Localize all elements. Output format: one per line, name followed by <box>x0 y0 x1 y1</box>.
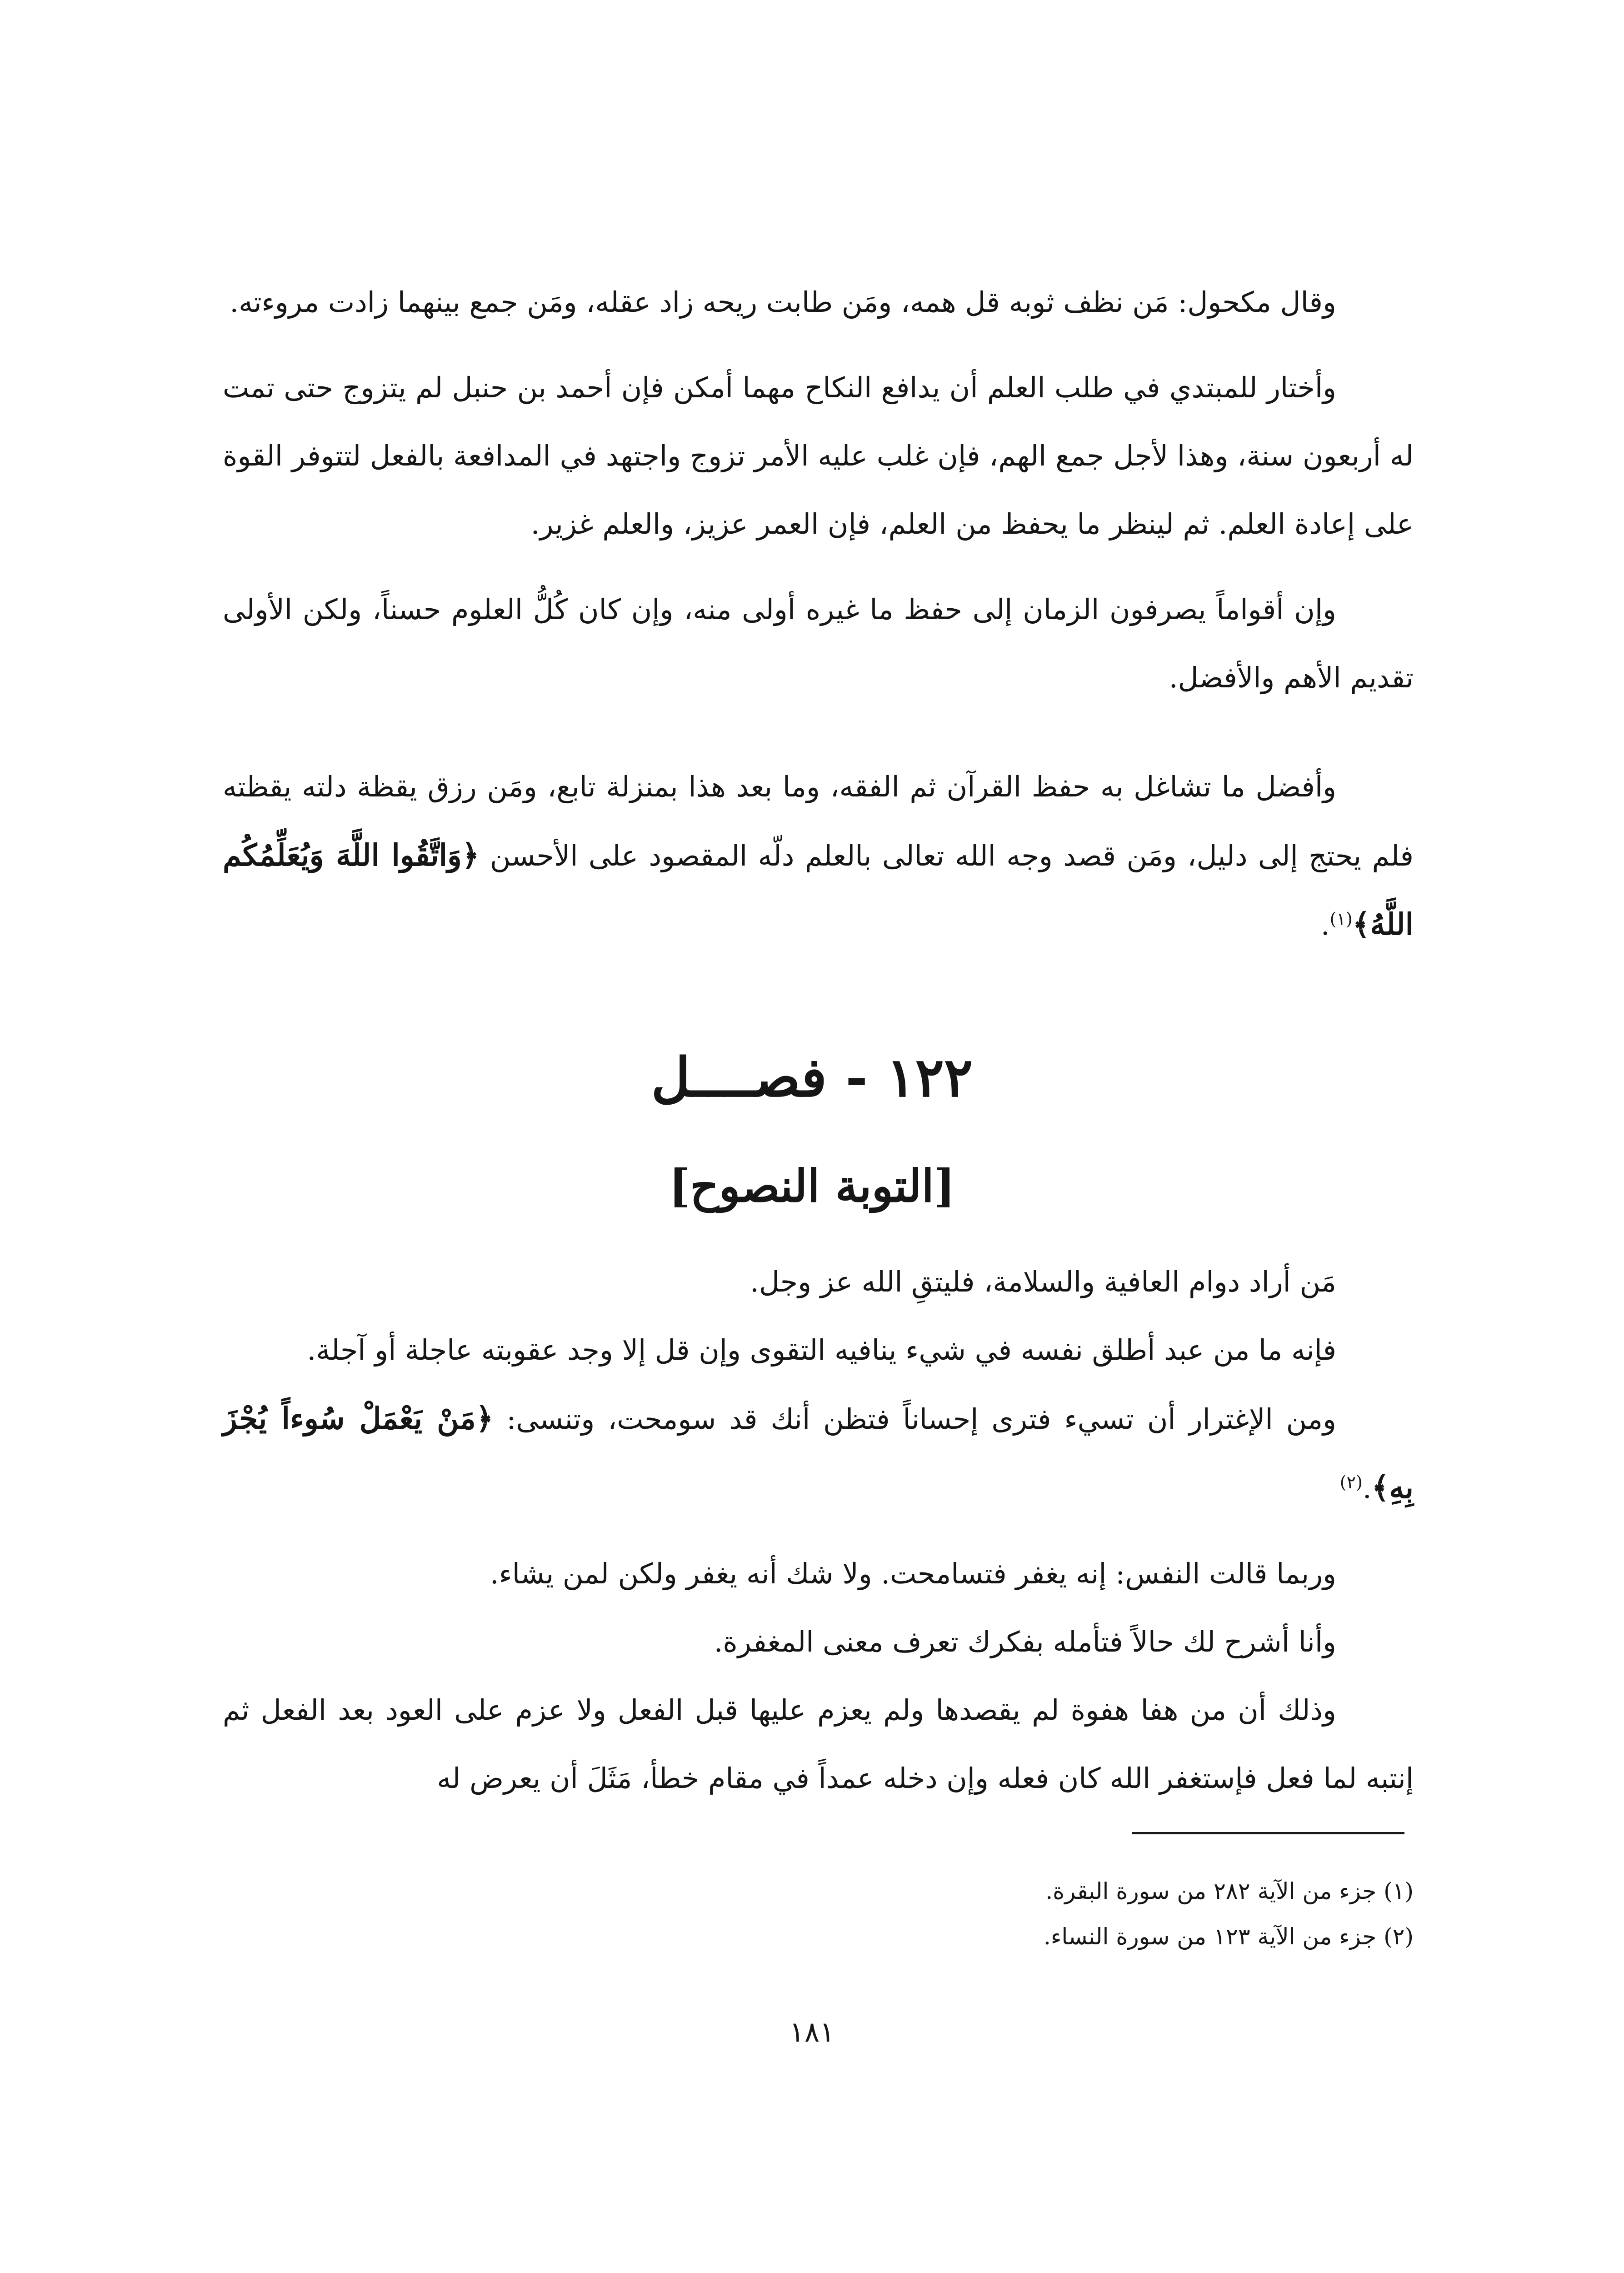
footnote-1: (١) جزء من الآية ٢٨٢ من سورة البقرة. <box>1045 1878 1414 1904</box>
paragraph-slip: وذلك أن من هفا هفوة لم يقصدها ولم يعزم عليها قبل الفعل ولا عزم على العود بعد الفعل ثم إنتبه لما فعل فإستغفر الله كان فعله وإن دخله عمداً في مقام خطأ، مَثَلَ أن يعرض له <box>223 1693 1414 1795</box>
paragraph-forgiveness: وربما قالت النفس: إنه يغفر فتسامحت. ولا شك أنه يغفر ولكن لمن يشاء. <box>490 1557 1336 1590</box>
footnotes <box>223 1868 1414 1959</box>
section-title: ١٢٢ - فصــــل <box>651 1046 973 1109</box>
paragraph-punishment: فإنه ما من عبد أطلق نفسه في شيء ينافيه التقوى وإن قل إلا وجد عقوبته عاجلة أو آجلة. <box>307 1333 1336 1367</box>
paragraph-delusion-end: . <box>1362 1472 1372 1505</box>
paragraph-priorities: وإن أقواماً يصرفون الزمان إلى حفظ ما غيره أولى منه، وإن كان كُلُّ العلوم حسناً، ولكن الأولى تقديم الأهم والأفضل. <box>223 593 1414 694</box>
footnote-divider <box>1132 1832 1404 1834</box>
footnote-2: (٢) جزء من الآية ١٢٣ من سورة النساء. <box>1043 1923 1414 1950</box>
paragraph-explanation: وأنا أشرح لك حالاً فتأمله بفكرك تعرف معنى المغفرة. <box>714 1625 1336 1658</box>
paragraph-delusion-text: ومن الإغترار أن تسيء فترى إحساناً فتظن أنك قد سومحت، وتنسى: <box>506 1402 1336 1436</box>
paragraph-quran-fiqh-text: وأفضل ما تشاغل به حفظ القرآن ثم الفقه، وما بعد هذا بمنزلة تابع، ومَن رزق يقظة دلته يقظته فلم يحتج إلى دليل، ومَن قصد وجه الله تعالى بالعلم دلّه المقصود على الأحسن <box>223 770 1414 872</box>
quran-quote-1: ﴿وَاتَّقُوا اللَّهَ وَيُعَلِّمُكُم اللَّهُ﴾ <box>223 837 1414 942</box>
section-subtitle: [التوبة النصوح] <box>669 1160 955 1212</box>
page-number: ١٨١ <box>789 2015 835 2048</box>
lower-text-block <box>223 1248 1414 1812</box>
paragraph-delusion <box>223 1384 1414 1522</box>
paragraph-wellbeing: مَن أراد دوام العافية والسلامة، فليتقِ الله عز وجل. <box>750 1265 1336 1298</box>
quran-quote-2: ﴿مَنْ يَعْمَلْ سُوءاً يُجْزَ بِهِ﴾ <box>223 1401 1414 1505</box>
upper-text-block <box>223 268 1414 959</box>
footnote-ref-1: (١) <box>1329 909 1353 929</box>
paragraph-makhul: وقال مكحول: مَن نظف ثوبه قل همه، ومَن طابت ريحه زاد عقله، ومَن جمع بينهما زادت مروءته. <box>230 285 1336 319</box>
paragraph-quran-fiqh-end: . <box>1320 908 1330 941</box>
footnote-ref-2: (٢) <box>1339 1472 1363 1492</box>
paragraph-marriage: وأختار للمبتدي في طلب العلم أن يدافع النكاح مهما أمكن فإن أحمد بن حنبل لم يتزوج حتى تمت له أربعون سنة، وهذا لأجل جمع الهم، فإن غلب عليه الأمر تزوج واجتهد في المدافعة بالفعل لتتوفر القوة على إعادة العلم. ثم لينظر ما يحفظ من العلم، فإن العمر عزيز، والعلم غزير. <box>223 371 1414 541</box>
paragraph-quran-fiqh <box>223 753 1414 959</box>
